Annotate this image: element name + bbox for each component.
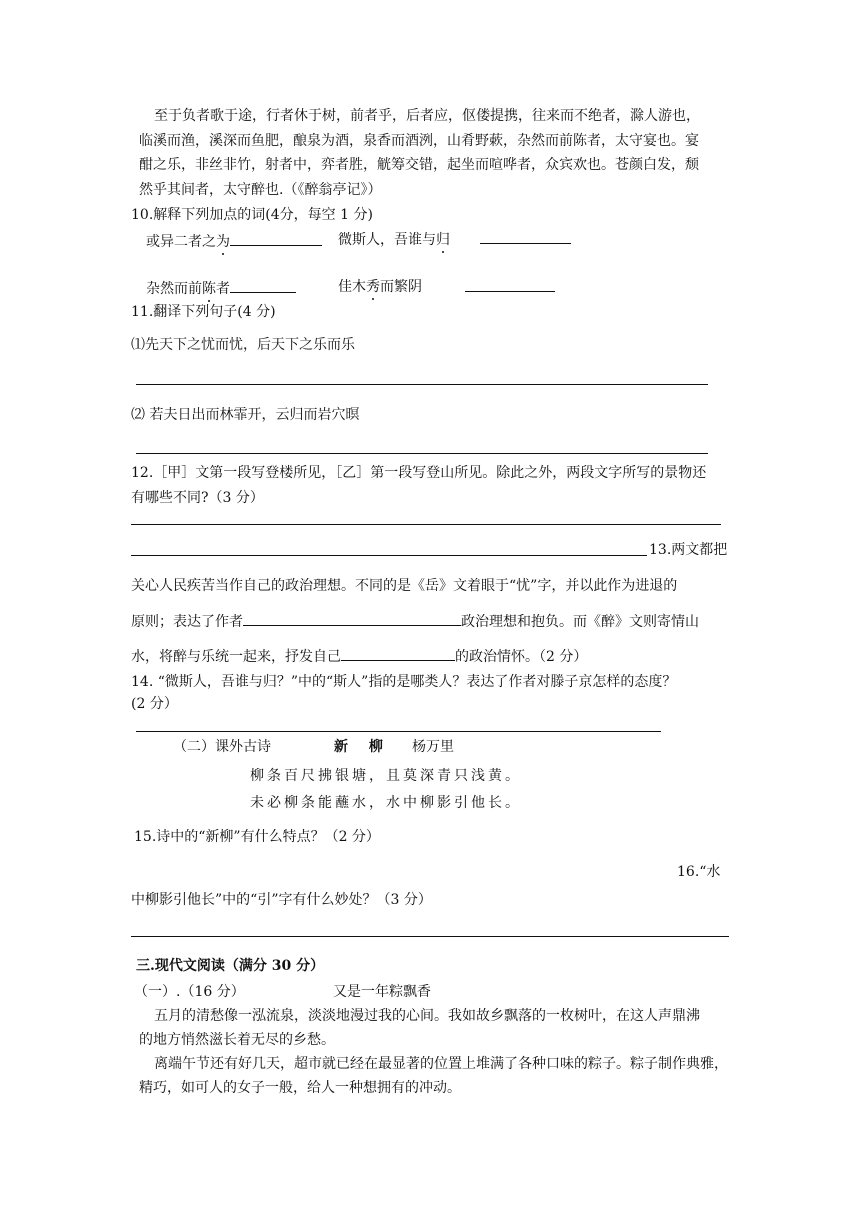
article-paragraph-line: 五月的清愁像一泓流泉，淡淡地漫过我的心间。我如故乡飘落的一枚树叶，在这人声鼎沸	[154, 1008, 700, 1024]
q13-text: 原则；表达了作者	[131, 614, 243, 630]
q10-item-c	[146, 278, 296, 298]
subsection-label: （一）.（16 分）	[134, 984, 245, 1000]
answer-blank[interactable]	[465, 291, 555, 292]
q10-item-d-dotted: 秀	[366, 279, 380, 295]
question-13-line	[131, 646, 587, 666]
q13-text: 的政治情怀。（2 分）	[455, 649, 588, 665]
q10-item-a-text: 或异二者之	[146, 234, 216, 250]
question-12-line: 12.［甲］文第一段写登楼所见，［乙］第一段写登山所见。除此之外，两段文字所写的景物还	[131, 465, 707, 481]
question-14-line: (2 分）	[131, 696, 178, 712]
passage-line: 酣之乐，非丝非竹，射者中，弈者胜，觥筹交错，起坐而喧哗者，众宾欢也。苍颜白发，颓	[139, 157, 699, 173]
question-14-line: 14. “微斯人，吾谁与归？”中的“斯人”指的是哪类人？表达了作者对滕子京怎样的态度？	[131, 674, 677, 690]
answer-blank[interactable]	[341, 646, 455, 661]
q10-item-a	[146, 231, 322, 251]
answer-line[interactable]	[131, 555, 647, 556]
q10-item-d-text: 佳木	[338, 279, 366, 295]
article-paragraph-line: 的地方悄然滋长着无尽的乡愁。	[139, 1032, 335, 1048]
poem-title: 新 柳	[334, 739, 391, 755]
article-paragraph-line: 精巧，如可人的女子一般，给人一种想拥有的冲动。	[139, 1080, 461, 1096]
article-paragraph-line: 离端午节还有好几天，超市就已经在最显著的位置上堆满了各种口味的粽子。粽子制作典雅，	[154, 1056, 728, 1072]
answer-line[interactable]	[136, 453, 708, 454]
question-15: 15.诗中的“新柳”有什么特点？（2 分）	[134, 829, 380, 845]
question-11-title: 11.翻译下列句子(4 分)	[131, 304, 276, 320]
answer-blank[interactable]	[243, 611, 461, 626]
poem-line: 未必柳条能蘸水，水中柳影引他长。	[250, 795, 522, 811]
q10-item-d	[338, 278, 422, 296]
q10-item-c-text-end: 者	[216, 281, 230, 297]
answer-blank[interactable]	[230, 231, 322, 246]
article-title: 又是一年粽飘香	[333, 984, 431, 1000]
section-heading: 三.现代文阅读（满分 30 分）	[136, 958, 325, 974]
answer-blank[interactable]	[480, 243, 571, 244]
q10-item-c-text: 杂然而前	[146, 281, 202, 297]
question-13-line	[131, 611, 699, 631]
question-12-line: 有哪些不同?（3 分）	[131, 490, 264, 506]
question-13-line: 关心人民疾苦当作自己的政治理想。不同的是《岳》文着眼于“忧”字，并以此作为进退的	[131, 578, 678, 594]
answer-line[interactable]	[136, 731, 661, 732]
poem-section-label: （二）课外古诗	[173, 739, 271, 755]
answer-line[interactable]	[131, 936, 729, 937]
q10-item-a-dotted: 为	[216, 234, 230, 250]
question-13-start: 13.两文都把	[649, 542, 728, 558]
q11-sentence-2: ⑵ 若夫日出而林霏开，云归而岩穴暝	[131, 407, 360, 423]
answer-line[interactable]	[131, 524, 721, 525]
passage-line: 然乎其间者，太守醉也.（《醉翁亭记》）	[139, 182, 382, 198]
q10-item-d-text-end: 而繁阴	[380, 279, 422, 295]
q10-item-c-dotted: 陈	[202, 281, 216, 297]
question-10-title: 10.解释下列加点的词(4分，每空 1 分)	[131, 207, 373, 223]
q10-item-b-text: 微斯人，吾谁与	[338, 232, 436, 248]
q10-item-b-dotted: 归	[436, 232, 450, 248]
passage-line: 至于负者歌于途，行者休于树，前者乎，后者应，伛偻提携，往来而不绝者，滁人游也，	[154, 108, 700, 124]
passage-line: 临溪而渔，溪深而鱼肥，酿泉为酒，泉香而酒洌，山肴野蔌，杂然而前陈者，太守宴也。宴	[139, 133, 699, 149]
poem-author: 杨万里	[412, 739, 454, 755]
question-16-line: 中柳影引他长”中的“引”字有什么妙处？（3 分）	[131, 892, 432, 908]
q13-text: 政治理想和抱负。而《醉》文则寄情山	[461, 614, 699, 630]
q10-item-b	[338, 231, 450, 249]
poem-line: 柳条百尺拂银塘，且莫深青只浅黄。	[250, 768, 522, 784]
answer-line[interactable]	[136, 384, 708, 385]
q11-sentence-1: ⑴先天下之忧而忧，后天下之乐而乐	[131, 337, 355, 353]
answer-blank[interactable]	[230, 278, 296, 293]
question-16-start: 16.“水	[677, 864, 721, 880]
q13-text: 水，将醉与乐统一起来，抒发自己	[131, 649, 341, 665]
